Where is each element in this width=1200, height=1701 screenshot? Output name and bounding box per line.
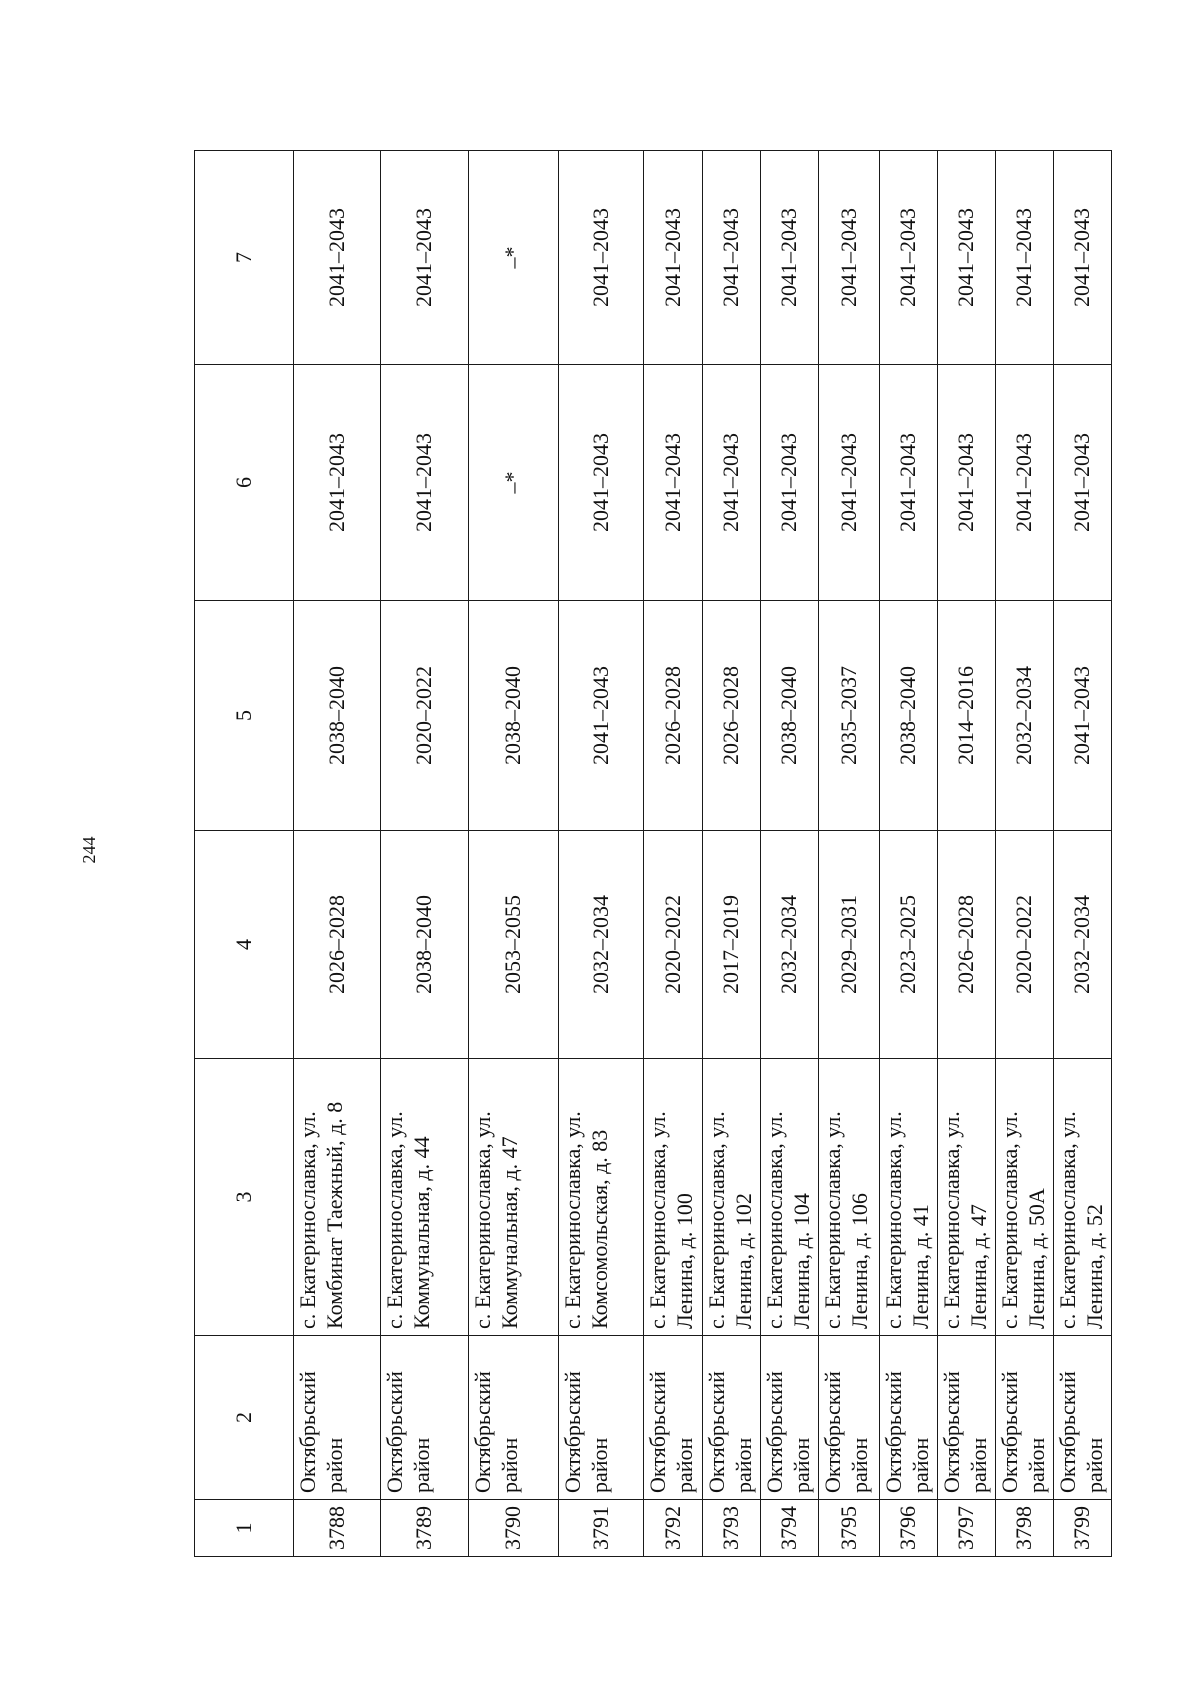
period-col6-cell: 2041–2043 <box>1054 365 1112 601</box>
period-col6-cell: 2041–2043 <box>996 365 1054 601</box>
period-col7-cell: 2041–2043 <box>938 151 996 365</box>
schedule-table <box>194 150 1112 1557</box>
period-col6-cell: 2041–2043 <box>938 365 996 601</box>
period-col7-cell: 2041–2043 <box>294 151 381 365</box>
period-col4-cell: 2029–2031 <box>819 831 880 1059</box>
district-cell: Октябрьский район <box>294 1336 381 1500</box>
district-cell: Октябрьский район <box>703 1336 761 1500</box>
period-col5-cell: 2035–2037 <box>819 601 880 831</box>
period-col5-cell: 2014–2016 <box>938 601 996 831</box>
district-cell: Октябрьский район <box>381 1336 469 1500</box>
period-col5-cell: 2041–2043 <box>559 601 644 831</box>
period-col5-cell: 2041–2043 <box>1054 601 1112 831</box>
period-col7-cell: 2041–2043 <box>819 151 880 365</box>
table-row <box>644 151 703 1557</box>
address-cell: с. Екатеринославка, ул. Ленина, д. 47 <box>938 1059 996 1336</box>
district-cell: Октябрьский район <box>996 1336 1054 1500</box>
period-col7-cell: 2041–2043 <box>996 151 1054 365</box>
period-col5-cell: 2038–2040 <box>294 601 381 831</box>
period-col7-cell: 2041–2043 <box>761 151 819 365</box>
row-number-cell: 3793 <box>703 1500 761 1557</box>
period-col4-cell: 2026–2028 <box>294 831 381 1059</box>
address-cell: с. Екатеринославка, ул. Ленина, д. 100 <box>644 1059 703 1336</box>
address-cell: с. Екатеринославка, ул. Ленина, д. 52 <box>1054 1059 1112 1336</box>
address-cell: с. Екатеринославка, ул. Комбинат Таежный, д. 8 <box>294 1059 381 1336</box>
address-cell: с. Екатеринославка, ул. Ленина, д. 106 <box>819 1059 880 1336</box>
address-cell: с. Екатеринославка, ул. Комсомольская, д. 83 <box>559 1059 644 1336</box>
period-col6-cell: 2041–2043 <box>381 365 469 601</box>
district-cell: Октябрьский район <box>559 1336 644 1500</box>
header-cell: 1 <box>195 1500 294 1557</box>
row-number-cell: 3788 <box>294 1500 381 1557</box>
address-cell: с. Екатеринославка, ул. Ленина, д. 104 <box>761 1059 819 1336</box>
row-number-cell: 3794 <box>761 1500 819 1557</box>
period-col5-cell: 2032–2034 <box>996 601 1054 831</box>
table-body <box>195 151 1112 1557</box>
period-col4-cell: 2032–2034 <box>761 831 819 1059</box>
row-number-cell: 3799 <box>1054 1500 1112 1557</box>
row-number-cell: 3792 <box>644 1500 703 1557</box>
period-col4-cell: 2032–2034 <box>1054 831 1112 1059</box>
page-number: 244 <box>79 836 99 864</box>
district-cell: Октябрьский район <box>469 1336 559 1500</box>
period-col6-cell: 2041–2043 <box>880 365 938 601</box>
period-col4-cell: 2026–2028 <box>938 831 996 1059</box>
period-col4-cell: 2032–2034 <box>559 831 644 1059</box>
row-number-cell: 3796 <box>880 1500 938 1557</box>
table-row <box>559 151 644 1557</box>
table-row <box>1054 151 1112 1557</box>
table-row <box>761 151 819 1557</box>
period-col5-cell: 2026–2028 <box>644 601 703 831</box>
table-row <box>996 151 1054 1557</box>
period-col7-cell: 2041–2043 <box>880 151 938 365</box>
table-row <box>703 151 761 1557</box>
table-row <box>880 151 938 1557</box>
address-cell: с. Екатеринославка, ул. Коммунальная, д. 44 <box>381 1059 469 1336</box>
district-cell: Октябрьский район <box>880 1336 938 1500</box>
row-number-cell: 3797 <box>938 1500 996 1557</box>
header-cell: 4 <box>195 831 294 1059</box>
address-cell: с. Екатеринославка, ул. Ленина, д. 41 <box>880 1059 938 1336</box>
district-cell: Октябрьский район <box>938 1336 996 1500</box>
period-col5-cell: 2026–2028 <box>703 601 761 831</box>
table-row <box>938 151 996 1557</box>
period-col6-cell: 2041–2043 <box>559 365 644 601</box>
period-col7-cell: 2041–2043 <box>703 151 761 365</box>
period-col6-cell: 2041–2043 <box>761 365 819 601</box>
address-cell: с. Екатеринославка, ул. Коммунальная, д. 47 <box>469 1059 559 1336</box>
period-col5-cell: 2038–2040 <box>469 601 559 831</box>
period-col6-cell: 2041–2043 <box>644 365 703 601</box>
header-cell: 5 <box>195 601 294 831</box>
period-col5-cell: 2020–2022 <box>381 601 469 831</box>
table-row <box>469 151 559 1557</box>
table-row <box>294 151 381 1557</box>
district-cell: Октябрьский район <box>819 1336 880 1500</box>
period-col7-cell: 2041–2043 <box>381 151 469 365</box>
header-cell: 6 <box>195 365 294 601</box>
header-cell: 2 <box>195 1336 294 1500</box>
header-cell: 7 <box>195 151 294 365</box>
row-number-cell: 3790 <box>469 1500 559 1557</box>
row-number-cell: 3795 <box>819 1500 880 1557</box>
period-col6-cell: –* <box>469 365 559 601</box>
period-col4-cell: 2038–2040 <box>381 831 469 1059</box>
period-col6-cell: 2041–2043 <box>819 365 880 601</box>
period-col6-cell: 2041–2043 <box>294 365 381 601</box>
header-row <box>195 151 294 1557</box>
period-col5-cell: 2038–2040 <box>880 601 938 831</box>
period-col7-cell: 2041–2043 <box>1054 151 1112 365</box>
period-col4-cell: 2017–2019 <box>703 831 761 1059</box>
period-col5-cell: 2038–2040 <box>761 601 819 831</box>
district-cell: Октябрьский район <box>761 1336 819 1500</box>
period-col7-cell: –* <box>469 151 559 365</box>
period-col6-cell: 2041–2043 <box>703 365 761 601</box>
address-cell: с. Екатеринославка, ул. Ленина, д. 50А <box>996 1059 1054 1336</box>
district-cell: Октябрьский район <box>644 1336 703 1500</box>
period-col7-cell: 2041–2043 <box>644 151 703 365</box>
period-col7-cell: 2041–2043 <box>559 151 644 365</box>
row-number-cell: 3791 <box>559 1500 644 1557</box>
period-col4-cell: 2020–2022 <box>996 831 1054 1059</box>
table-row <box>381 151 469 1557</box>
rotated-table-container <box>194 151 1112 1557</box>
header-cell: 3 <box>195 1059 294 1336</box>
row-number-cell: 3789 <box>381 1500 469 1557</box>
period-col4-cell: 2023–2025 <box>880 831 938 1059</box>
row-number-cell: 3798 <box>996 1500 1054 1557</box>
period-col4-cell: 2053–2055 <box>469 831 559 1059</box>
period-col4-cell: 2020–2022 <box>644 831 703 1059</box>
district-cell: Октябрьский район <box>1054 1336 1112 1500</box>
table-row <box>819 151 880 1557</box>
address-cell: с. Екатеринославка, ул. Ленина, д. 102 <box>703 1059 761 1336</box>
